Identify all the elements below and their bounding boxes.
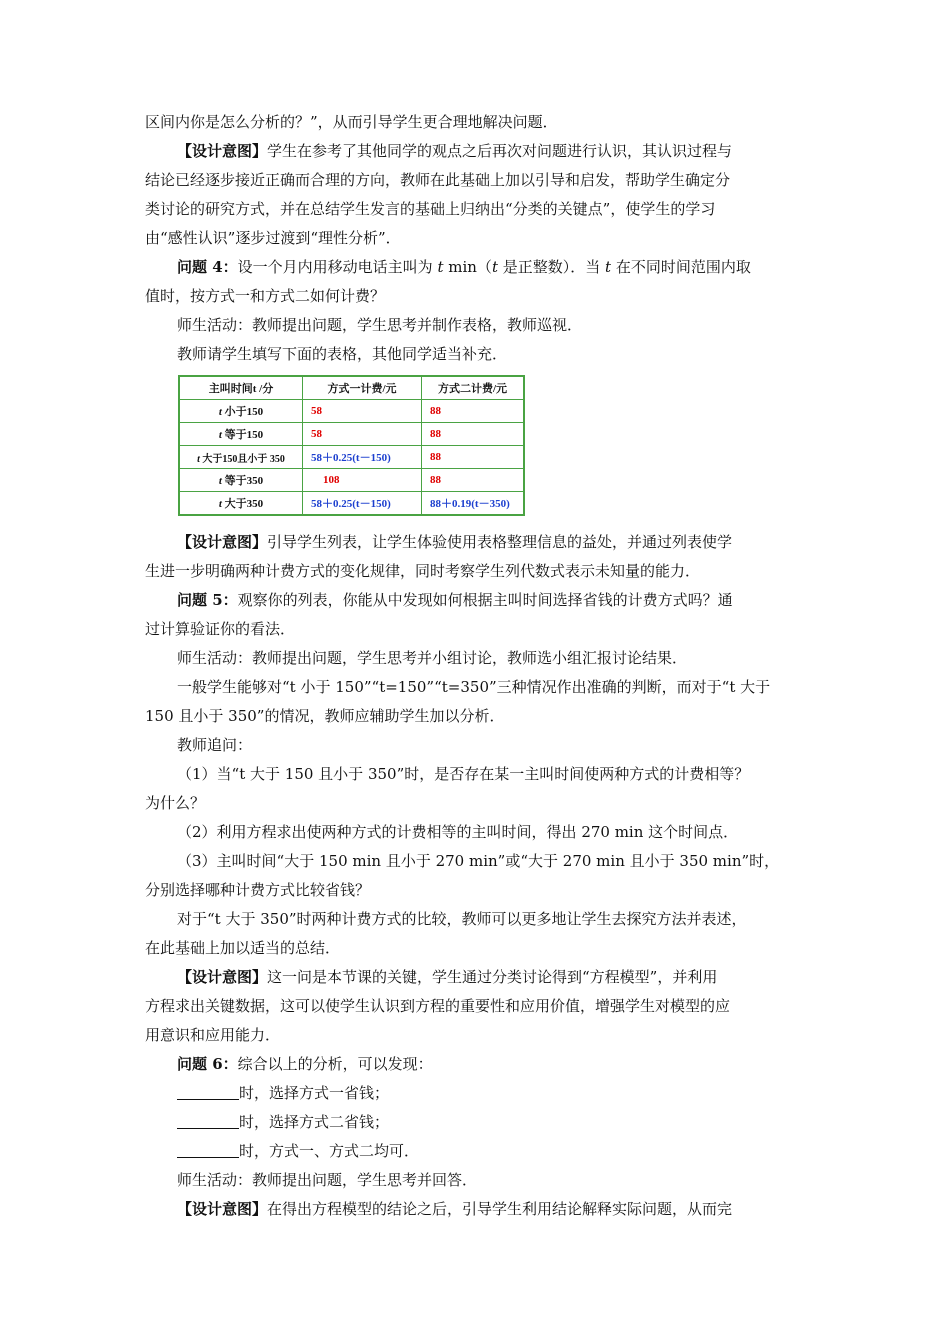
- table-cell: t 小于150: [179, 400, 303, 423]
- table-header-row: [179, 376, 524, 400]
- activity-line: 师生活动：教师提出问题，学生思考并回答．: [177, 1171, 478, 1189]
- answer-blank[interactable]: [177, 1141, 239, 1158]
- design-intent-label: 【设计意图】: [177, 1200, 268, 1218]
- question-6: 问题 6：综合以上的分析，可以发现：: [177, 1055, 433, 1073]
- design-intent-label: 【设计意图】: [177, 142, 268, 160]
- table-header: 方式一计费/元: [303, 376, 422, 400]
- paragraph-line: 值时，按方式一和方式二如何计费？: [145, 287, 386, 305]
- table-header: 方式二计费/元: [422, 376, 525, 400]
- blank-line-2: 时，选择方式二省钱；: [145, 1108, 810, 1137]
- table-cell: 58＋0.25(t－150): [303, 446, 422, 469]
- paragraph-line: 教师追问：: [177, 736, 253, 754]
- followup-3: （3）主叫时间“大于 150 min 且小于 270 min”或“大于 270 min 且小于 350 min”时，: [177, 852, 780, 870]
- followup-2: （2）利用方程求出使两种方式的计费相等的主叫时间，得出 270 min 这个时间点．: [177, 823, 739, 841]
- paragraph-line: 结论已经逐步接近正确而合理的方向，教师在此基础上加以引导和启发，帮助学生确定分: [145, 171, 731, 189]
- table-row: [179, 469, 524, 492]
- table-cell: 58: [303, 400, 422, 423]
- question-5: 问题 5：观察你的列表，你能从中发现如何根据主叫时间选择省钱的计费方式吗？通: [177, 591, 733, 609]
- paragraph-line: 方程求出关键数据，这可以使学生认识到方程的重要性和应用价值，增强学生对模型的应: [145, 997, 731, 1015]
- fee-table: [178, 375, 525, 516]
- table-cell: 58: [303, 423, 422, 446]
- document-page: [145, 108, 810, 1224]
- table-cell: t 大于350: [179, 492, 303, 516]
- paragraph-line: 区间内你是怎么分析的？”，从而引导学生更合理地解决问题．: [145, 113, 558, 131]
- design-intent-paragraph: 【设计意图】这一问是本节课的关键，学生通过分类讨论得到“方程模型”，并利用: [177, 968, 718, 986]
- table-row: [179, 446, 524, 469]
- table-cell: 88＋0.19(t－350): [422, 492, 525, 516]
- paragraph-line: 为什么？: [145, 794, 206, 812]
- table-cell: t 等于150: [179, 423, 303, 446]
- paragraph-line: 一般学生能够对“t 小于 150”“t=150”“t=350”三种情况作出准确的判断，而对于“t 大于: [177, 678, 771, 696]
- blank-line-3: 时，方式一、方式二均可．: [145, 1137, 810, 1166]
- design-intent-label: 【设计意图】: [177, 533, 268, 551]
- table-cell: t 等于350: [179, 469, 303, 492]
- table-cell: 108: [303, 469, 422, 492]
- paragraph-line: 在此基础上加以适当的总结．: [145, 939, 341, 957]
- followup-1: （1）当“t 大于 150 且小于 350”时，是否存在某一主叫时间使两种方式的计费相等？: [177, 765, 750, 783]
- table-cell: 58＋0.25(t－150): [303, 492, 422, 516]
- paragraph-line: 对于“t 大于 350”时两种计费方式的比较，教师可以更多地让学生去探究方法并表述，: [177, 910, 747, 928]
- answer-blank[interactable]: [177, 1112, 239, 1129]
- design-intent-paragraph: 【设计意图】引导学生列表，让学生体验使用表格整理信息的益处，并通过列表使学: [177, 533, 733, 551]
- question-4: 问题 4：设一个月内用移动电话主叫为 t min（t 是正整数）．当 t 在不同时间范围内取: [177, 258, 751, 276]
- table-cell: 88: [422, 469, 525, 492]
- activity-line: 师生活动：教师提出问题，学生思考并小组讨论，教师选小组汇报讨论结果．: [177, 649, 688, 667]
- paragraph-line: 用意识和应用能力．: [145, 1026, 281, 1044]
- paragraph-line: 教师请学生填写下面的表格，其他同学适当补充．: [177, 345, 508, 363]
- paragraph-line: 生进一步明确两种计费方式的变化规律，同时考察学生列代数式表示未知量的能力．: [145, 562, 701, 580]
- table-row: [179, 492, 524, 516]
- table-header: 主叫时间t /分: [179, 376, 303, 400]
- fee-table-wrapper: [178, 375, 810, 516]
- table-cell: t 大于150且小于 350: [179, 446, 303, 469]
- paragraph-line: 150 且小于 350”的情况，教师应辅助学生加以分析．: [145, 707, 505, 725]
- blank-line-1: 时，选择方式一省钱；: [145, 1079, 810, 1108]
- answer-blank[interactable]: [177, 1083, 239, 1100]
- activity-line: 师生活动：教师提出问题，学生思考并制作表格，教师巡视．: [177, 316, 583, 334]
- design-intent-paragraph: 【设计意图】在得出方程模型的结论之后，引导学生利用结论解释实际问题，从而完: [177, 1200, 733, 1218]
- paragraph-line: 类讨论的研究方式，并在总结学生发言的基础上归纳出“分类的关键点”，使学生的学习: [145, 200, 716, 218]
- table-cell: 88: [422, 446, 525, 469]
- design-intent-paragraph: 【设计意图】学生在参考了其他同学的观点之后再次对问题进行认识，其认识过程与: [177, 142, 733, 160]
- table-row: [179, 400, 524, 423]
- table-cell: 88: [422, 400, 525, 423]
- table-cell: 88: [422, 423, 525, 446]
- paragraph-line: 由“感性认识”逐步过渡到“理性分析”．: [145, 229, 401, 247]
- paragraph-line: 分别选择哪种计费方式比较省钱？: [145, 881, 371, 899]
- design-intent-label: 【设计意图】: [177, 968, 268, 986]
- table-row: [179, 423, 524, 446]
- paragraph-line: 过计算验证你的看法．: [145, 620, 296, 638]
